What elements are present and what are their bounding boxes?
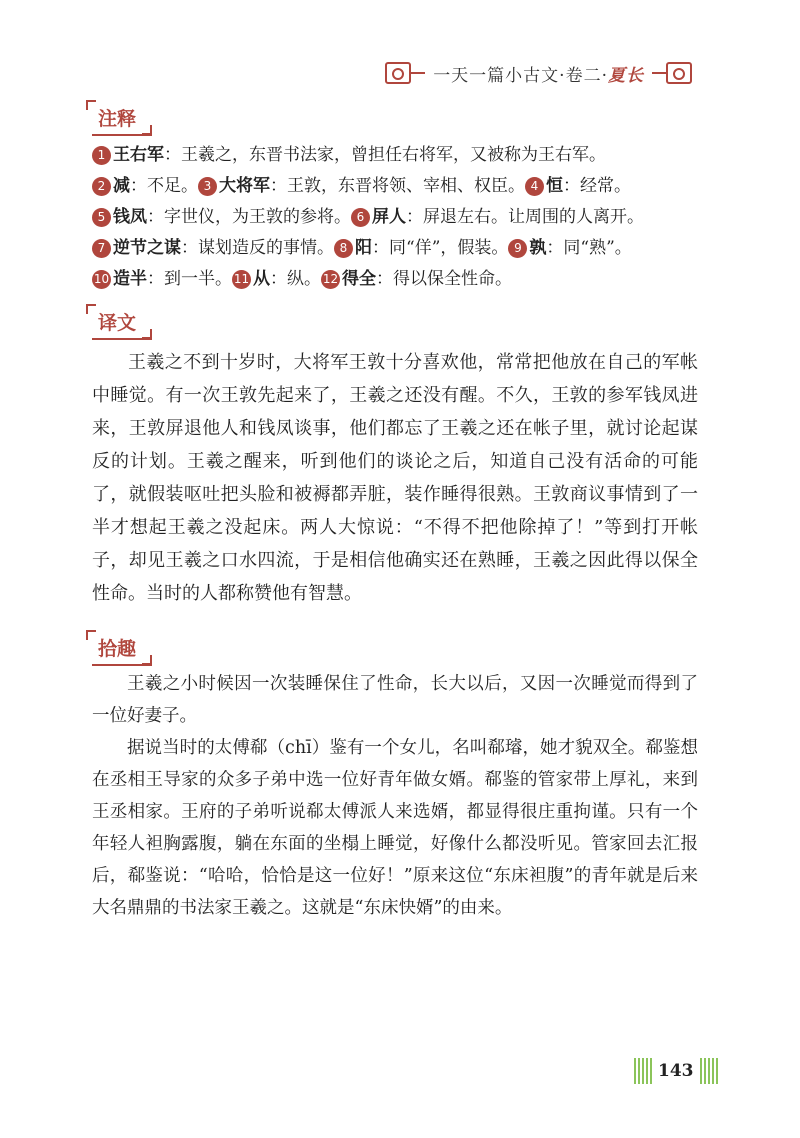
note-definition: ：王敦，东晋将领、宰相、权臣。 xyxy=(270,176,525,196)
note-number-badge: 11 xyxy=(232,270,251,289)
running-header xyxy=(385,58,692,88)
note-definition: ：到一半。 xyxy=(147,269,232,289)
section-notes-underline xyxy=(92,134,152,136)
section-translation-underline xyxy=(92,338,152,340)
section-translation-title: 译文 xyxy=(92,308,142,335)
note-number-badge: 3 xyxy=(198,177,217,196)
note-term: 造半 xyxy=(113,269,147,289)
translation-body xyxy=(92,346,698,610)
stripe-left-icon xyxy=(634,1058,652,1084)
note-definition: ：字世仪，为王敦的参将。 xyxy=(147,207,351,227)
section-trivia-underline xyxy=(92,664,152,666)
ornament-left-icon xyxy=(385,62,411,84)
note-line xyxy=(92,171,712,202)
note-definition: ：不足。 xyxy=(130,176,198,196)
note-term: 大将军 xyxy=(219,176,270,196)
note-definition: ：王羲之，东晋书法家，曾担任右将军，又被称为王右军。 xyxy=(164,145,606,165)
note-term: 王右军 xyxy=(113,145,164,165)
note-definition: ：纵。 xyxy=(270,269,321,289)
ornament-right-icon xyxy=(666,62,692,84)
season-label: 夏长 xyxy=(608,65,644,86)
note-term: 孰 xyxy=(529,238,547,258)
note-number-badge: 9 xyxy=(508,239,527,258)
page-footer xyxy=(634,1058,718,1084)
section-trivia-heading xyxy=(92,632,142,662)
note-number-badge: 10 xyxy=(92,270,111,289)
trivia-paragraph-1: 王羲之小时候因一次装睡保住了性命，长大以后，又因一次睡觉而得到了一位好妻子。 xyxy=(92,674,698,726)
note-term: 得全 xyxy=(342,269,376,289)
trivia-paragraph-2: 据说当时的太傅郗（chī）鉴有一个女儿，名叫郗璿，她才貌双全。郗鉴想在丞相王导家的众多子弟中选一位好青年做女婿。郗鉴的管家带上厚礼，来到王丞相家。王府的子弟听说郗太傅派人来选婿，都显得很庄重拘谨。只有一个年轻人袒胸露腹，躺在东面的坐榻上睡觉，好像什么都没听见。管家回去汇报后，郗鉴说：“哈哈，恰恰是这一位好！”原来这位“东床袒腹”的青年就是后来大名鼎鼎的书法家王羲之。这就是“东床快婿”的由来。 xyxy=(92,738,698,918)
trivia-body xyxy=(92,668,698,924)
book-title: 一天一篇小古文·卷二· xyxy=(433,65,608,86)
note-definition: ：得以保全性命。 xyxy=(376,269,512,289)
header-title xyxy=(425,61,652,86)
note-term: 恒 xyxy=(546,176,563,196)
note-number-badge: 8 xyxy=(334,239,353,258)
note-definition: ：屏退左右。让周围的人离开。 xyxy=(406,207,644,227)
section-trivia-title: 拾趣 xyxy=(92,634,142,661)
translation-paragraph: 王羲之不到十岁时，大将军王敦十分喜欢他，常常把他放在自己的军帐中睡觉。有一次王敦先起来了，王羲之还没有醒。不久，王敦的参军钱凤进来，王敦屏退他人和钱凤谈事，他们都忘了王羲之还在帐子里，就讨论起谋反的计划。王羲之醒来，听到他们的谈论之后，知道自己没有活命的可能了，就假装呕吐把头脸和被褥都弄脏，装作睡得很熟。王敦商议事情到了一半才想起王羲之没起床。两人大惊说：“不得不把他除掉了！”等到打开帐子，却见王羲之口水四流，于是相信他确实还在熟睡，王羲之因此得以保全性命。当时的人都称赞他有智慧。 xyxy=(92,352,698,604)
note-number-badge: 6 xyxy=(351,208,370,227)
note-term: 阳 xyxy=(355,238,372,258)
note-line xyxy=(92,233,712,264)
note-line xyxy=(92,140,712,171)
note-definition: ：经常。 xyxy=(563,176,631,196)
note-term: 减 xyxy=(113,176,130,196)
note-term: 屏人 xyxy=(372,207,406,227)
notes-list xyxy=(92,140,712,295)
note-number-badge: 2 xyxy=(92,177,111,196)
note-term: 钱凤 xyxy=(113,207,147,227)
note-line xyxy=(92,264,712,295)
note-term: 从 xyxy=(253,269,270,289)
header-rule-right xyxy=(652,72,666,74)
note-definition: ：同“佯”，假装。 xyxy=(372,238,509,258)
note-definition: ：谋划造反的事情。 xyxy=(181,238,334,258)
section-notes-title: 注释 xyxy=(92,104,142,131)
note-number-badge: 7 xyxy=(92,239,111,258)
section-notes-heading xyxy=(92,102,142,132)
stripe-right-icon xyxy=(700,1058,718,1084)
note-definition: ：同“熟”。 xyxy=(546,238,632,258)
section-translation-heading xyxy=(92,306,142,336)
header-rule-left xyxy=(411,72,425,74)
note-number-badge: 12 xyxy=(321,270,340,289)
note-line xyxy=(92,202,712,233)
note-number-badge: 1 xyxy=(92,146,111,165)
note-number-badge: 5 xyxy=(92,208,111,227)
page-number: 143 xyxy=(658,1061,694,1081)
note-term: 逆节之谋 xyxy=(113,238,181,258)
note-number-badge: 4 xyxy=(525,177,544,196)
